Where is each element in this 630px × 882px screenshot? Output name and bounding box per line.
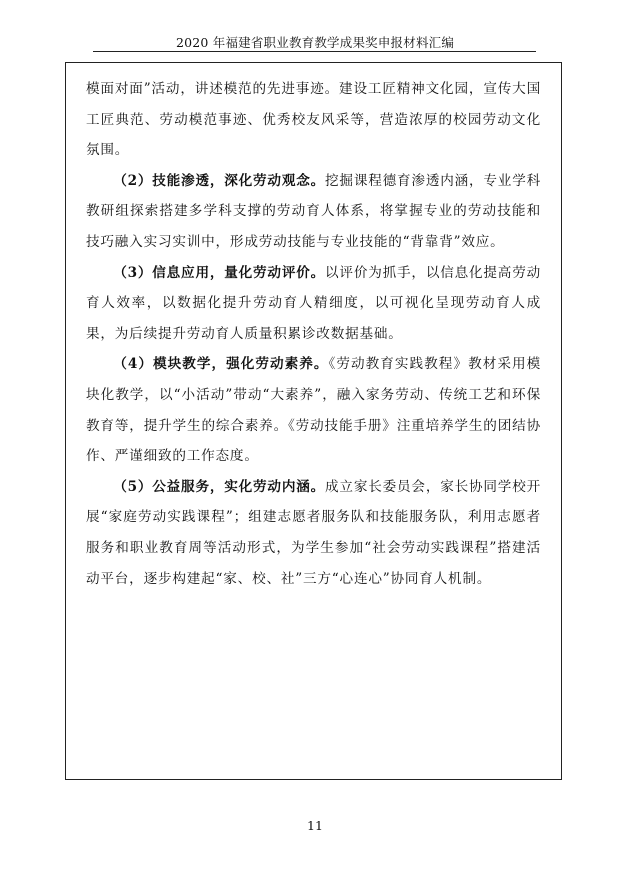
item-text-4: 《劳动教育实践教程》教材采用模块化教学，以“小活动”带动“大素养”，融入家务劳动、传统工艺和环保教育等，提升学生的综合素养。《劳动技能手册》注重培养学生的团结协作、严谨细致的工作态度。 [86,356,541,465]
content-box [65,62,562,780]
item-text-5: 成立家长委员会，家长协同学校开展“家庭劳动实践课程”；组建志愿者服务队和技能服务队，利用志愿者服务和职业教育周等活动形式，为学生参加“社会劳动实践课程”搭建活动平台，逐步构建起“家、校、社”三方“心连心”协同育人机制。 [86,478,541,587]
item-text-2: 挖掘课程德育渗透内涵，专业学科教研组探索搭建多学科支撑的劳动育人体系，将掌握专业的劳动技能和技巧融入实习实训中，形成劳动技能与专业技能的“背靠背”效应。 [86,172,541,250]
item-heading-4: （4）模块教学，强化劳动素养。 [113,356,329,373]
item-heading-2: （2）技能渗透，深化劳动观念。 [113,172,326,189]
page-number: 11 [307,818,323,833]
item-heading-3: （3）信息应用，量化劳动评价。 [113,264,326,281]
intro-paragraph: 模面对面”活动，讲述模范的先进事迹。建设工匠精神文化园，宣传大国工匠典范、劳动模范事迹、优秀校友风采等，营造浓厚的校园劳动文化氛围。 [86,81,541,159]
item-paragraph-2 [86,166,541,258]
item-heading-5: （5）公益服务，实化劳动内涵。 [113,478,326,495]
page-header: 2020 年福建省职业教育教学成果奖申报材料汇编 [175,35,455,50]
item-text-3: 以评价为抓手，以信息化提高劳动育人效率，以数据化提升劳动育人精细度，以可视化呈现劳动育人成果，为后续提升劳动育人质量积累诊改数据基础。 [86,264,541,342]
item-paragraph-5 [86,472,541,594]
item-paragraph-3 [86,258,541,350]
header-divider [93,51,536,52]
item-paragraph-4 [86,349,541,471]
